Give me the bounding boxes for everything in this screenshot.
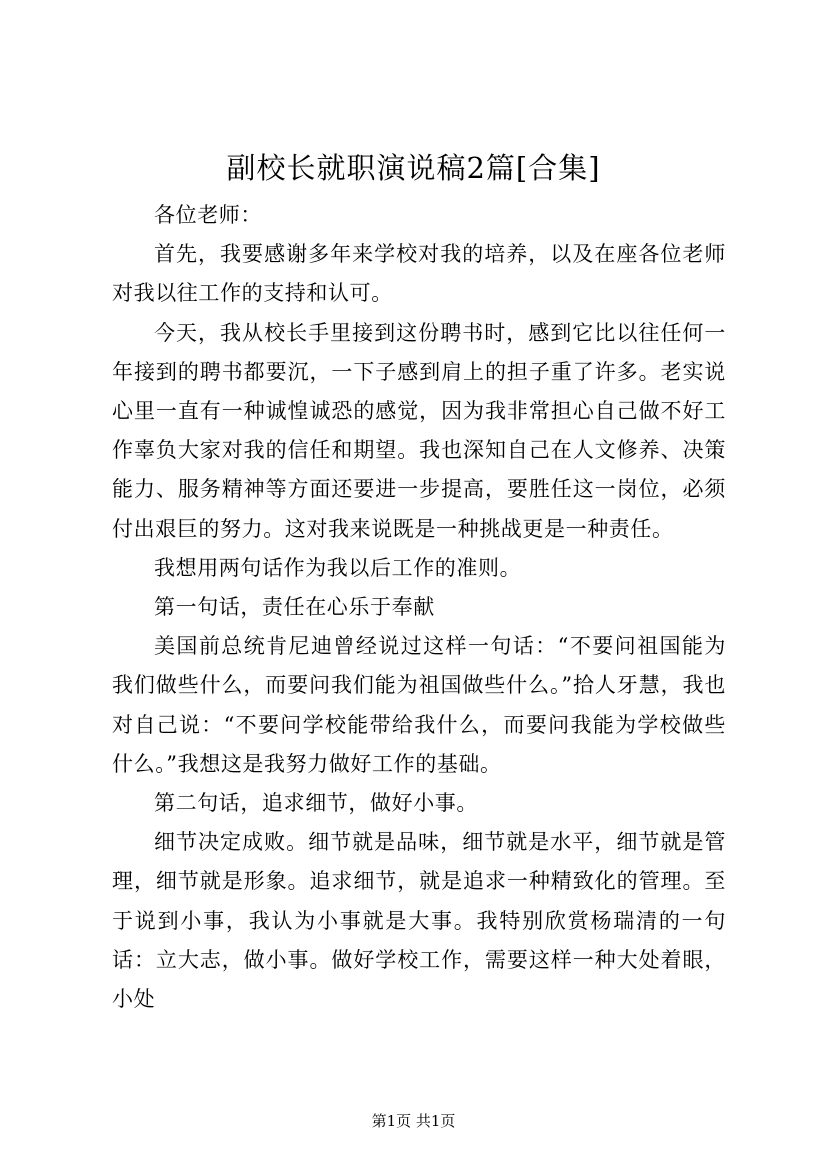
paragraph-kennedy-quote: 美国前总统肯尼迪曾经说过这样一句话：“不要问祖国能为我们做些什么，而要问我们能为祖国做些什么。”拾人牙慧，我也对自己说：“不要问学校能带给我什么，而要问我能为学校做些什么。”我想这是我努力做好工作的基础。	[112, 634, 726, 776]
paragraph-thanks: 首先，我要感谢多年来学校对我的培养，以及在座各位老师对我以往工作的支持和认可。	[112, 242, 726, 306]
paragraph-principles-intro: 我想用两句话作为我以后工作的准则。	[154, 555, 522, 580]
document-title: 副校长就职演说稿2篇[合集]	[226, 151, 601, 185]
paragraph-details: 细节决定成败。细节就是品味，细节就是水平，细节就是管理，细节就是形象。追求细节，就是追求一种精致化的管理。至于说到小事，我认为小事就是大事。我特别欣赏杨瑞清的一句话：立大志，做小事。做好学校工作，需要这样一种大处着眼，小处	[112, 830, 726, 1012]
document-body	[112, 196, 726, 1019]
page-footer: 第1页 共1页	[371, 1112, 456, 1130]
paragraph-appointment: 今天，我从校长手里接到这份聘书时，感到它比以往任何一年接到的聘书都要沉，一下子感到肩上的担子重了许多。老实说心里一直有一种诚惶诚恐的感觉，因为我非常担心自己做不好工作辜负大家对我的信任和期望。我也深知自己在人文修养、决策能力、服务精神等方面还要进一步提高，要胜任这一岗位，必须付出艰巨的努力。这对我来说既是一种挑战更是一种责任。	[112, 320, 726, 541]
paragraph-second-principle: 第二句话，追求细节，做好小事。	[154, 791, 478, 816]
paragraph-greeting: 各位老师：	[154, 203, 262, 227]
paragraph-first-principle: 第一句话，责任在心乐于奉献	[154, 595, 435, 620]
